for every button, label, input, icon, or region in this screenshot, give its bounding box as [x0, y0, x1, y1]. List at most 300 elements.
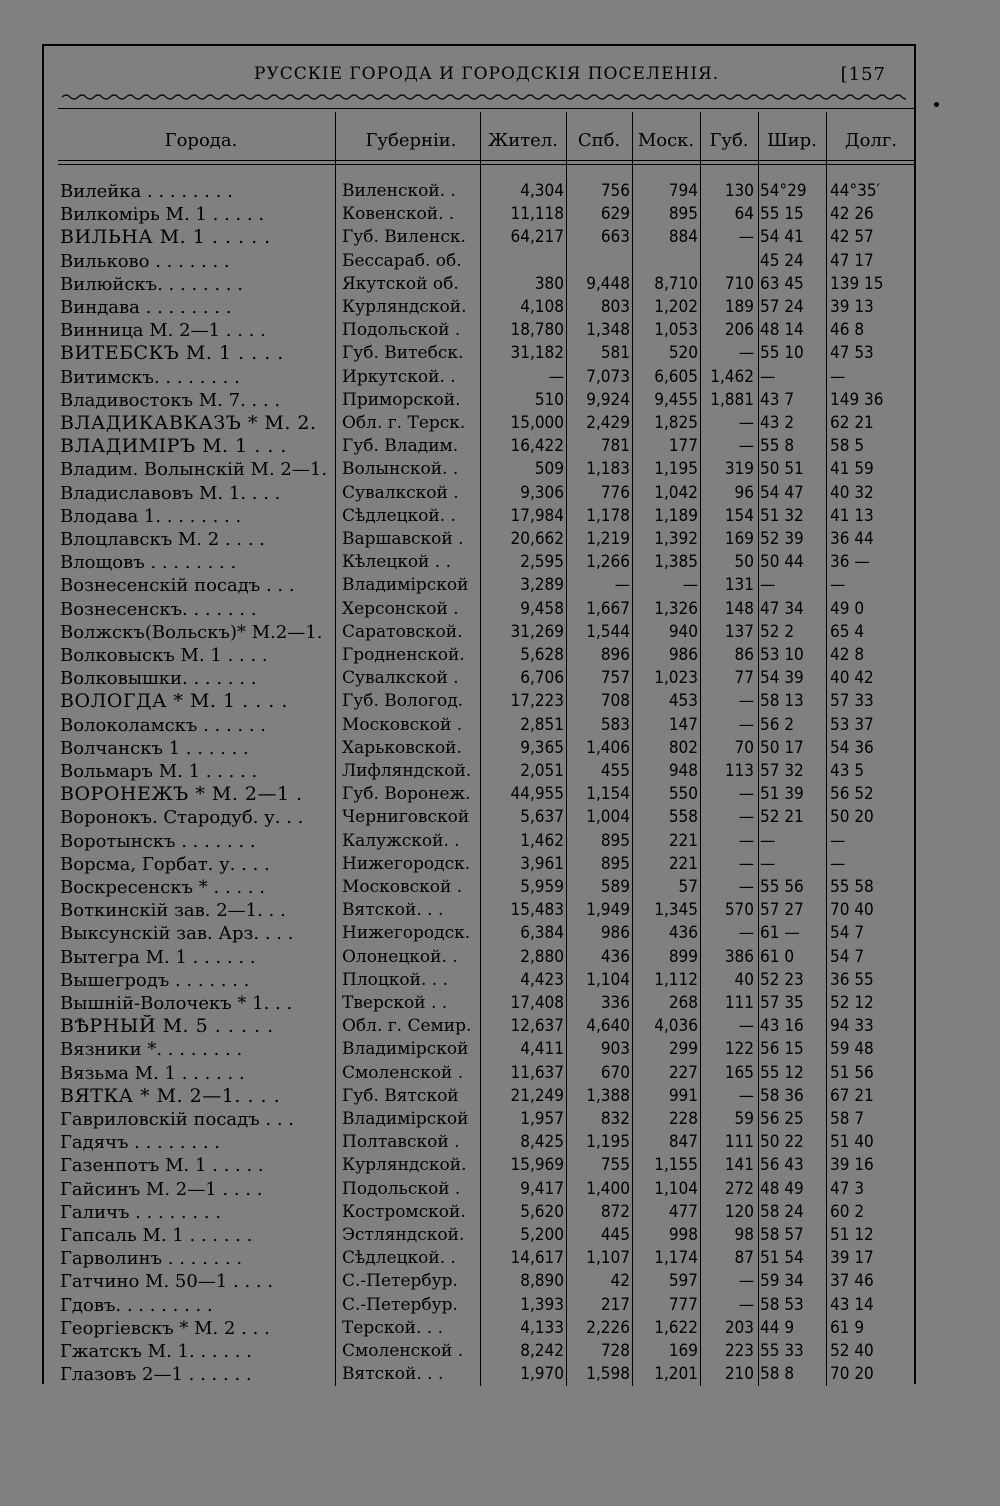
- cell-city: Гайсинъ М. 2—1 . . . .: [60, 1178, 263, 1200]
- cell-city: ВИЛЬНА М. 1 . . . . .: [60, 226, 271, 249]
- table-row: [44, 505, 918, 528]
- table-row: [44, 899, 918, 922]
- cell-lon: 36 44: [830, 529, 874, 549]
- cell-lat: 54 39: [760, 668, 804, 689]
- cell-lat: 55 12: [760, 1062, 804, 1083]
- cell-lon: 58 7: [830, 1109, 865, 1129]
- cell-lat: 55 10: [760, 343, 804, 364]
- cell-spb: 1,949: [586, 900, 630, 921]
- col-head-latitude: Шир.: [767, 130, 817, 151]
- table-row: [44, 1340, 918, 1363]
- cell-lon: 51 40: [830, 1132, 874, 1153]
- cell-msk: 550: [668, 784, 698, 805]
- cell-prov: Ковенской. .: [342, 204, 455, 225]
- cell-lat: 44 9: [760, 1317, 795, 1338]
- cell-prov: Черниговской: [342, 807, 470, 828]
- cell-city: Вышегродъ . . . . . . .: [60, 969, 250, 991]
- cell-gub: 59: [734, 1109, 754, 1129]
- cell-city: Витимскъ. . . . . . . .: [60, 366, 240, 388]
- cell-lat: 55 56: [760, 877, 804, 897]
- cell-gub: 1,881: [710, 389, 754, 410]
- cell-city: ВѢРНЫЙ М. 5 . . . . .: [60, 1015, 274, 1038]
- cell-spb: 670: [600, 1062, 630, 1083]
- cell-msk: 948: [668, 761, 698, 781]
- cell-prov: Обл. г. Семир.: [342, 1016, 472, 1037]
- table-row: [44, 226, 918, 249]
- cell-city: Вилкомірь М. 1 . . . . .: [60, 204, 265, 226]
- cell-gub: 272: [724, 1178, 754, 1199]
- table-row: [44, 1294, 918, 1317]
- cell-msk: 453: [668, 691, 698, 712]
- cell-lat: 57 35: [760, 993, 804, 1013]
- cell-pop: 12,637: [510, 1016, 564, 1037]
- cell-lon: —: [830, 366, 846, 387]
- cell-lat: 45 24: [760, 250, 804, 271]
- cell-lat: 57 24: [760, 297, 804, 317]
- cell-msk: 221: [668, 853, 698, 874]
- cell-spb: 9,448: [586, 273, 630, 294]
- cell-lat: 54 47: [760, 482, 804, 503]
- table-row: [44, 180, 918, 203]
- cell-pop: 16,422: [510, 436, 564, 457]
- cell-spb: 663: [600, 227, 630, 248]
- cell-lat: 58 53: [760, 1294, 804, 1315]
- cell-lat: 50 22: [760, 1132, 804, 1153]
- cell-msk: 520: [668, 343, 698, 364]
- cell-lat: 43 7: [760, 389, 795, 410]
- cell-pop: 15,483: [510, 900, 564, 921]
- cell-pop: 11,118: [510, 204, 564, 225]
- cell-lon: 54 7: [830, 946, 865, 967]
- cell-msk: 847: [668, 1132, 698, 1153]
- cell-pop: 4,108: [520, 297, 564, 317]
- header-bottom-rule: [58, 160, 914, 161]
- table-row: [44, 690, 918, 713]
- cell-lon: 55 58: [830, 877, 874, 897]
- table-row: [44, 342, 918, 365]
- cell-lon: 139 15: [830, 273, 884, 294]
- cell-city: Гатчино М. 50—1 . . . .: [60, 1271, 274, 1293]
- cell-msk: 802: [668, 737, 698, 758]
- cell-msk: 1,174: [654, 1248, 698, 1269]
- cell-gub: 206: [724, 320, 754, 341]
- cell-prov: Курляндской.: [342, 297, 467, 317]
- cell-msk: 895: [668, 204, 698, 225]
- cell-pop: 15,969: [510, 1155, 564, 1176]
- cell-prov: Подольской .: [342, 1178, 461, 1199]
- cell-lat: 56 43: [760, 1155, 804, 1176]
- cell-gub: 570: [724, 900, 754, 921]
- cell-lon: 37 46: [830, 1271, 874, 1292]
- cell-city: Воткинскій зав. 2—1. . .: [60, 900, 286, 922]
- cell-gub: —: [738, 877, 754, 897]
- cell-lon: 41 13: [830, 505, 874, 526]
- cell-prov: Тверской . .: [342, 993, 448, 1013]
- table-row: [44, 1363, 918, 1386]
- cell-gub: 189: [724, 297, 754, 317]
- table-frame: [42, 44, 916, 1384]
- cell-prov: Смоленской .: [342, 1062, 464, 1083]
- table-row: [44, 273, 918, 296]
- cell-gub: —: [738, 343, 754, 364]
- cell-city: Волковышки. . . . . . .: [60, 668, 257, 690]
- cell-prov: Приморской.: [342, 389, 461, 410]
- cell-lat: 48 14: [760, 320, 804, 341]
- cell-city: Вильково . . . . . . .: [60, 250, 230, 272]
- cell-msk: 884: [668, 227, 698, 248]
- cell-prov: Владимірской: [342, 1039, 469, 1060]
- col-head-city: Города.: [164, 130, 238, 151]
- cell-prov: Эстляндской.: [342, 1225, 465, 1245]
- cell-prov: Сувалкской .: [342, 668, 459, 689]
- cell-msk: 998: [668, 1225, 698, 1245]
- cell-pop: 3,961: [520, 853, 564, 874]
- cell-lon: 62 21: [830, 413, 874, 433]
- cell-lon: —: [830, 575, 846, 596]
- cell-prov: Лифляндской.: [342, 761, 472, 781]
- cell-city: Винница М. 2—1 . . . .: [60, 320, 266, 342]
- cell-gub: 154: [724, 505, 754, 526]
- cell-spb: 436: [600, 946, 630, 967]
- cell-msk: 268: [668, 993, 698, 1013]
- cell-prov: Обл. г. Терск.: [342, 413, 466, 433]
- cell-spb: 708: [600, 691, 630, 712]
- cell-lon: 43 5: [830, 761, 865, 781]
- cell-pop: 5,620: [520, 1201, 564, 1222]
- cell-gub: 386: [724, 946, 754, 967]
- table-row: [44, 203, 918, 226]
- cell-spb: 755: [600, 1155, 630, 1176]
- table-row: [44, 482, 918, 505]
- cell-pop: —: [548, 366, 564, 387]
- cell-spb: 217: [600, 1294, 630, 1315]
- cell-pop: 509: [534, 459, 564, 480]
- cell-pop: 1,957: [520, 1109, 564, 1129]
- cell-spb: 728: [600, 1341, 630, 1361]
- cell-gub: —: [738, 923, 754, 944]
- cell-pop: 5,628: [520, 645, 564, 665]
- cell-gub: 96: [734, 482, 754, 503]
- cell-msk: 1,023: [654, 668, 698, 689]
- cell-msk: 1,392: [654, 529, 698, 549]
- table-row: [44, 528, 918, 551]
- table-row: [44, 922, 918, 945]
- cell-msk: 1,053: [654, 320, 698, 341]
- cell-msk: 299: [668, 1039, 698, 1060]
- cell-city: Вязьма М. 1 . . . . . .: [60, 1062, 245, 1084]
- cell-lon: 40 32: [830, 482, 874, 503]
- cell-city: Воскресенскъ * . . . . .: [60, 877, 266, 898]
- cell-gub: 70: [734, 737, 754, 758]
- cell-lon: 51 12: [830, 1225, 874, 1245]
- header-bottom-rule-2: [58, 164, 914, 165]
- cell-city: ВОРОНЕЖЪ * М. 2—1 .: [60, 783, 303, 806]
- cell-msk: 1,825: [654, 413, 698, 433]
- cell-lon: 54 7: [830, 923, 865, 944]
- cell-spb: 872: [600, 1201, 630, 1222]
- cell-gub: 203: [724, 1317, 754, 1338]
- cell-city: Выксунскій зав. Арз. . . .: [60, 923, 294, 945]
- cell-city: Воротынскъ . . . . . . .: [60, 830, 256, 852]
- table-row: [44, 1201, 918, 1224]
- cell-msk: 1,104: [654, 1178, 698, 1199]
- cell-prov: Губ. Виленск.: [342, 227, 466, 248]
- cell-lat: 61 —: [760, 923, 800, 944]
- cell-pop: 31,269: [510, 621, 564, 642]
- cell-city: Гапсаль М. 1 . . . . . .: [60, 1225, 253, 1246]
- cell-prov: Саратовской.: [342, 621, 463, 642]
- cell-msk: 436: [668, 923, 698, 944]
- cell-lon: 56 52: [830, 784, 874, 805]
- cell-pop: 17,408: [510, 993, 564, 1013]
- cell-msk: 221: [668, 830, 698, 851]
- cell-gub: 98: [734, 1225, 754, 1245]
- cell-lon: 58 5: [830, 436, 865, 457]
- cell-gub: —: [738, 784, 754, 805]
- cell-lon: 65 4: [830, 621, 865, 642]
- cell-prov: Якутской об.: [342, 273, 459, 294]
- cell-lat: —: [760, 366, 776, 387]
- cell-pop: 4,423: [520, 969, 564, 990]
- cell-city: Вязники *. . . . . . . .: [60, 1039, 243, 1061]
- cell-gub: 86: [734, 645, 754, 665]
- cell-city: Воронокъ. Стародуб. у. . .: [60, 807, 304, 829]
- cell-lat: 50 17: [760, 737, 804, 758]
- cell-lon: 39 13: [830, 297, 874, 317]
- table-row: [44, 946, 918, 969]
- cell-prov: Владимірской: [342, 1109, 469, 1129]
- col-head-moscow: Моск.: [637, 130, 695, 151]
- cell-pop: 5,637: [520, 807, 564, 828]
- cell-lat: 61 0: [760, 946, 795, 967]
- table-row: [44, 992, 918, 1015]
- col-head-longitude: Долг.: [844, 130, 898, 151]
- cell-msk: 986: [668, 645, 698, 665]
- cell-spb: 1,667: [586, 598, 630, 619]
- table-row: [44, 760, 918, 783]
- cell-msk: 177: [668, 436, 698, 457]
- cell-spb: 832: [600, 1109, 630, 1129]
- cell-spb: 1,348: [586, 320, 630, 341]
- cell-spb: 1,183: [586, 459, 630, 480]
- cell-gub: 710: [724, 273, 754, 294]
- cell-city: Волчанскъ 1 . . . . . .: [60, 737, 249, 759]
- cell-spb: 1,195: [586, 1132, 630, 1153]
- cell-city: Вознесенскій посадъ . . .: [60, 575, 295, 597]
- cell-lat: 56 25: [760, 1109, 804, 1129]
- cell-msk: 1,622: [654, 1317, 698, 1338]
- cell-pop: 8,242: [520, 1341, 564, 1361]
- cell-spb: 589: [600, 877, 630, 897]
- cell-lon: 59 48: [830, 1039, 874, 1060]
- cell-msk: 1,112: [654, 969, 698, 990]
- table-row: [44, 250, 918, 273]
- cell-prov: Сѣдлецкой. .: [342, 505, 456, 526]
- cell-lat: 56 2: [760, 714, 795, 735]
- cell-lat: 50 44: [760, 552, 804, 573]
- cell-lat: —: [760, 575, 776, 596]
- cell-msk: 1,195: [654, 459, 698, 480]
- cell-prov: Кѣлецкой . .: [342, 552, 452, 573]
- cell-gub: —: [738, 1085, 754, 1106]
- cell-prov: Смоленской .: [342, 1341, 464, 1361]
- cell-prov: Волынской. .: [342, 459, 459, 480]
- cell-gub: —: [738, 714, 754, 735]
- cell-pop: 18,780: [510, 320, 564, 341]
- cell-city: Глазовъ 2—1 . . . . . .: [60, 1364, 252, 1386]
- cell-lat: 57 27: [760, 900, 804, 921]
- cell-pop: 3,289: [520, 575, 564, 596]
- cell-gub: 64: [734, 204, 754, 225]
- cell-lon: 36 —: [830, 552, 870, 573]
- cell-pop: 4,411: [520, 1039, 564, 1060]
- cell-pop: 9,417: [520, 1178, 564, 1199]
- cell-city: Вилейка . . . . . . . .: [60, 181, 233, 202]
- cell-gub: 131: [724, 575, 754, 596]
- table-row: [44, 1062, 918, 1085]
- cell-pop: 17,984: [510, 505, 564, 526]
- cell-city: Владивостокъ М. 7. . . .: [60, 389, 281, 411]
- table-row: [44, 319, 918, 342]
- running-head: [44, 64, 914, 90]
- cell-gub: 130: [724, 181, 754, 201]
- cell-pop: 4,133: [520, 1317, 564, 1338]
- cell-spb: 1,219: [586, 529, 630, 549]
- cell-prov: Губ. Воронеж.: [342, 784, 471, 805]
- cell-city: ВЛАДИМІРЪ М. 1 . . .: [60, 435, 287, 458]
- cell-city: ВЯТКА * М. 2—1. . . .: [60, 1084, 281, 1107]
- col-head-spb: Спб.: [577, 130, 621, 151]
- table-row: [44, 389, 918, 412]
- cell-lat: —: [760, 830, 776, 851]
- cell-spb: 1,004: [586, 807, 630, 828]
- cell-lat: 58 36: [760, 1085, 804, 1106]
- cell-lat: 52 21: [760, 807, 804, 828]
- table-row: [44, 1038, 918, 1061]
- cell-spb: 1,544: [586, 621, 630, 642]
- table-row: [44, 737, 918, 760]
- cell-lon: 52 12: [830, 993, 874, 1013]
- cell-pop: 31,182: [510, 343, 564, 364]
- cell-city: Влощовъ . . . . . . . .: [60, 552, 237, 574]
- cell-prov: Вятской. . .: [342, 1364, 444, 1385]
- page-title: РУССКІЕ ГОРОДА И ГОРОДСКІЯ ПОСЕЛЕНІЯ.: [254, 64, 720, 84]
- cell-lon: 40 42: [830, 668, 874, 689]
- cell-gub: —: [738, 436, 754, 457]
- cell-lon: 49 0: [830, 598, 865, 619]
- cell-spb: 1,104: [586, 969, 630, 990]
- cell-lon: 41 59: [830, 459, 874, 480]
- cell-pop: 2,051: [520, 761, 564, 781]
- cell-lon: 57 33: [830, 691, 874, 712]
- cell-lon: 54 36: [830, 737, 874, 758]
- cell-prov: Иркутской. .: [342, 366, 456, 387]
- cell-msk: 940: [668, 621, 698, 642]
- cell-pop: 8,890: [520, 1271, 564, 1292]
- cell-spb: 1,388: [586, 1085, 630, 1106]
- cell-lat: 58 13: [760, 691, 804, 712]
- cell-lon: 42 8: [830, 645, 865, 665]
- cell-lat: 50 51: [760, 459, 804, 480]
- cell-city: Вольмаръ М. 1 . . . . .: [60, 761, 258, 782]
- cell-spb: 895: [600, 830, 630, 851]
- table-row: [44, 830, 918, 853]
- cell-msk: 1,385: [654, 552, 698, 573]
- cell-msk: 227: [668, 1062, 698, 1083]
- cell-lon: 61 9: [830, 1317, 865, 1338]
- cell-lon: 39 16: [830, 1155, 874, 1176]
- table-row: [44, 551, 918, 574]
- page-number: [157: [840, 64, 886, 85]
- cell-prov: Олонецкой. .: [342, 946, 458, 967]
- table-row: [44, 1270, 918, 1293]
- cell-gub: 113: [724, 761, 754, 781]
- cell-pop: 510: [534, 389, 564, 410]
- cell-city: Гавриловскій посадъ . . .: [60, 1109, 295, 1130]
- cell-spb: 781: [600, 436, 630, 457]
- cell-prov: С.-Петербур.: [342, 1271, 458, 1292]
- cell-msk: 4,036: [654, 1016, 698, 1037]
- cell-city: Гадячъ . . . . . . . .: [60, 1132, 220, 1154]
- cell-msk: 1,345: [654, 900, 698, 921]
- cell-pop: 21,249: [510, 1085, 564, 1106]
- cell-gub: —: [738, 830, 754, 851]
- cell-pop: 15,000: [510, 413, 564, 433]
- cell-msk: 169: [668, 1341, 698, 1361]
- cell-city: ВОЛОГДА * М. 1 . . . .: [60, 690, 288, 713]
- table-row: [44, 1015, 918, 1038]
- cell-lat: 43 16: [760, 1016, 804, 1037]
- cell-lat: 57 32: [760, 761, 804, 781]
- cell-city: Волоколамскъ . . . . . .: [60, 714, 267, 736]
- cell-msk: 147: [668, 714, 698, 735]
- cell-spb: 2,429: [586, 413, 630, 433]
- cell-pop: 1,970: [520, 1364, 564, 1385]
- cell-prov: Вятской. . .: [342, 900, 444, 921]
- cell-msk: —: [682, 575, 698, 596]
- cell-gub: 223: [724, 1341, 754, 1361]
- cell-lon: 46 8: [830, 320, 865, 341]
- table-row: [44, 644, 918, 667]
- cell-pop: 9,458: [520, 598, 564, 619]
- cell-spb: 7,073: [586, 366, 630, 387]
- cell-spb: 42: [610, 1271, 630, 1292]
- table-row: [44, 667, 918, 690]
- cell-prov: Нижегородск.: [342, 853, 471, 874]
- cell-pop: 2,851: [520, 714, 564, 735]
- cell-gub: 319: [724, 459, 754, 480]
- cell-spb: 1,266: [586, 552, 630, 573]
- cell-lon: 70 20: [830, 1364, 874, 1385]
- cell-spb: 757: [600, 668, 630, 689]
- cell-msk: 991: [668, 1085, 698, 1106]
- table-row: [44, 412, 918, 435]
- cell-prov: Московской .: [342, 877, 463, 897]
- cell-gub: 122: [724, 1039, 754, 1060]
- cell-msk: 899: [668, 946, 698, 967]
- cell-prov: Варшавской .: [342, 529, 464, 549]
- table-row: [44, 1085, 918, 1108]
- cell-prov: Курляндской.: [342, 1155, 467, 1176]
- cell-spb: 629: [600, 204, 630, 225]
- cell-pop: 5,200: [520, 1225, 564, 1245]
- cell-lat: 58 57: [760, 1225, 804, 1245]
- table-row: [44, 621, 918, 644]
- cell-lat: 51 54: [760, 1248, 804, 1269]
- cell-spb: 336: [600, 993, 630, 1013]
- cell-lat: 63 45: [760, 273, 804, 294]
- table-row: [44, 1178, 918, 1201]
